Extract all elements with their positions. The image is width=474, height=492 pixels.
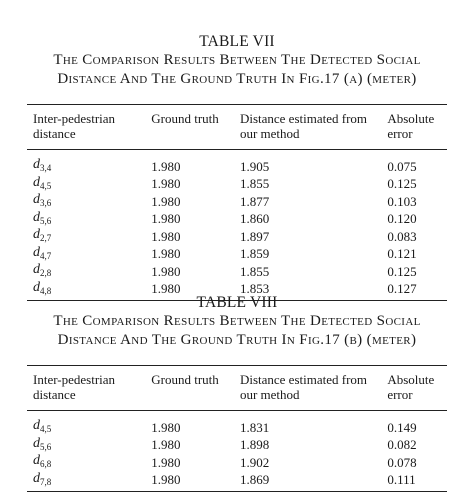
- absolute-error-cell: 0.125: [387, 263, 417, 279]
- variable-subscript: 4,7: [40, 250, 52, 261]
- ground-truth-cell: 1.980: [151, 281, 240, 301]
- estimated-distance-cell: 1.898: [239, 437, 270, 452]
- ground-truth-cell: 1.980: [151, 263, 181, 279]
- comparison-table: [27, 365, 447, 492]
- table-row: [27, 176, 447, 194]
- distance-variable: [27, 211, 151, 229]
- distance-variable: [27, 193, 151, 211]
- estimated-distance-cell: 1.905: [239, 158, 270, 174]
- estimated-distance-cell: 1.877: [239, 193, 270, 209]
- ground-truth-cell: 1.980: [151, 158, 181, 174]
- variable-symbol: d: [33, 244, 40, 260]
- variable-symbol: d: [33, 262, 40, 277]
- table-row: [27, 193, 447, 211]
- ground-truth-cell: 1.980: [151, 246, 181, 261]
- distance-variable: [27, 176, 151, 194]
- table-row: [27, 472, 447, 492]
- variable-subscript: 2,8: [40, 268, 52, 278]
- header-inter-pedestrian-distance: Inter-pedestrian distance: [33, 372, 116, 402]
- variable-symbol: d: [33, 209, 40, 225]
- estimated-distance-cell: 1.860: [239, 211, 270, 226]
- variable-symbol: d: [33, 453, 40, 468]
- estimated-distance-cell: 1.855: [239, 176, 270, 191]
- estimated-distance-cell: 1.859: [239, 246, 270, 261]
- variable-subscript: 7,8: [40, 476, 52, 487]
- ground-truth-cell: 1.980: [151, 228, 181, 244]
- header-absolute-error: Absolute error: [387, 111, 435, 141]
- estimated-distance-cell: 1.869: [240, 472, 387, 492]
- absolute-error-cell: 0.127: [387, 281, 447, 301]
- table-caption: [27, 293, 447, 350]
- variable-subscript: 6,8: [40, 459, 52, 469]
- table-row: [27, 437, 447, 455]
- estimated-distance-cell: 1.897: [239, 228, 270, 244]
- table-title-line1: The Comparison Results Between The Detected Social: [53, 313, 421, 329]
- variable-symbol: d: [33, 192, 40, 207]
- table-body: [27, 411, 447, 492]
- table-caption: [27, 32, 447, 89]
- table-row: [27, 454, 447, 472]
- absolute-error-cell: 0.120: [387, 211, 417, 226]
- distance-variable: [27, 150, 151, 176]
- variable-subscript: 4,5: [40, 180, 52, 191]
- distance-variable: [27, 263, 151, 281]
- table-body: [27, 150, 447, 301]
- variable-subscript: 4,5: [40, 424, 52, 434]
- distance-variable: [27, 437, 151, 455]
- ground-truth-cell: 1.980: [151, 211, 181, 226]
- ground-truth-cell: 1.980: [151, 454, 181, 470]
- variable-subscript: 5,6: [40, 441, 52, 452]
- absolute-error-cell: 0.149: [387, 419, 417, 435]
- table-vii-block: [27, 32, 447, 301]
- variable-subscript: 3,6: [40, 198, 52, 208]
- ground-truth-cell: 1.980: [151, 419, 181, 435]
- variable-symbol: d: [33, 418, 40, 433]
- table-header-row: [27, 105, 447, 150]
- ground-truth-cell: 1.980: [151, 176, 181, 191]
- table-row: [27, 411, 447, 437]
- table-header-row: [27, 366, 447, 411]
- ground-truth-cell: 1.980: [151, 437, 181, 452]
- table-label: TABLE VII: [199, 33, 275, 50]
- table-row: [27, 263, 447, 281]
- table-title-line2: Distance And The Ground Truth In Fig.17 (a) (meter): [57, 71, 417, 87]
- header-inter-pedestrian-distance: Inter-pedestrian distance: [33, 111, 116, 141]
- table-row: [27, 228, 447, 246]
- estimated-distance-cell: 1.855: [239, 263, 270, 279]
- variable-symbol: d: [33, 435, 40, 451]
- absolute-error-cell: 0.078: [387, 454, 417, 470]
- table-row: [27, 211, 447, 229]
- distance-variable: [27, 472, 151, 492]
- absolute-error-cell: 0.075: [387, 158, 417, 174]
- table-row: [27, 246, 447, 264]
- estimated-distance-cell: 1.902: [239, 454, 270, 470]
- variable-symbol: d: [33, 174, 40, 190]
- distance-variable: [27, 228, 151, 246]
- header-estimated-distance: Distance estimated from our method: [239, 111, 368, 141]
- variable-subscript: 2,7: [40, 233, 52, 243]
- table-label: TABLE VIII: [196, 294, 278, 311]
- absolute-error-cell: 0.121: [387, 246, 417, 261]
- header-absolute-error: Absolute error: [387, 372, 435, 402]
- absolute-error-cell: 0.125: [387, 176, 417, 191]
- comparison-table: [27, 104, 447, 301]
- distance-variable: [27, 454, 151, 472]
- table-row: [27, 150, 447, 176]
- table-viii-block: [27, 293, 447, 492]
- absolute-error-cell: 0.111: [387, 472, 447, 492]
- variable-symbol: d: [33, 279, 40, 295]
- absolute-error-cell: 0.082: [387, 437, 417, 452]
- ground-truth-cell: 1.980: [151, 472, 240, 492]
- distance-variable: [27, 246, 151, 264]
- ground-truth-cell: 1.980: [151, 193, 181, 209]
- estimated-distance-cell: 1.853: [240, 281, 387, 301]
- header-estimated-distance: Distance estimated from our method: [239, 372, 368, 402]
- header-ground-truth: Ground truth: [151, 111, 219, 126]
- absolute-error-cell: 0.103: [387, 193, 417, 209]
- distance-variable: [27, 411, 151, 437]
- estimated-distance-cell: 1.831: [239, 419, 270, 435]
- table-title-line2: Distance And The Ground Truth In Fig.17 (b) (meter): [57, 332, 417, 348]
- variable-subscript: 4,8: [40, 285, 52, 296]
- variable-symbol: d: [33, 470, 40, 486]
- variable-subscript: 5,6: [40, 215, 52, 226]
- variable-symbol: d: [33, 157, 40, 172]
- variable-symbol: d: [33, 227, 40, 242]
- header-ground-truth: Ground truth: [151, 372, 219, 387]
- table-title-line1: The Comparison Results Between The Detected Social: [53, 52, 421, 68]
- variable-subscript: 3,4: [40, 163, 52, 173]
- absolute-error-cell: 0.083: [387, 228, 417, 244]
